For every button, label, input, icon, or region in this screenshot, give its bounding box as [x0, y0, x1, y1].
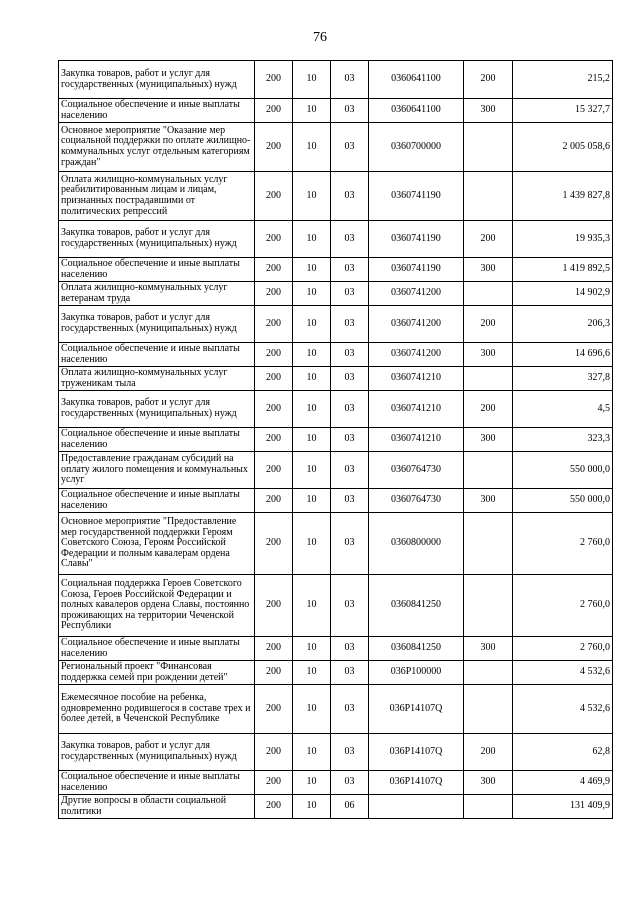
- row-target-article-code: 0360764730: [369, 452, 464, 489]
- row-subsection-code: 03: [331, 734, 369, 771]
- row-target-article-code: [369, 795, 464, 819]
- row-description: Оплата жилищно-коммунальных услуг реабилитированным лицам и лицам, признанных пострадавшими от политических репрессий: [59, 172, 255, 221]
- table-row: [59, 575, 613, 637]
- row-description: Предоставление гражданам субсидий на оплату жилого помещения и коммунальных услуг: [59, 452, 255, 489]
- table-row: [59, 61, 613, 99]
- row-subsection-code: 03: [331, 685, 369, 734]
- row-section-code: 10: [293, 367, 331, 391]
- row-subsection-code: 03: [331, 99, 369, 123]
- row-expense-type-code: 300: [464, 637, 513, 661]
- row-section-code: 10: [293, 221, 331, 258]
- row-subsection-code: 03: [331, 428, 369, 452]
- row-description: Социальное обеспечение и иные выплаты населению: [59, 258, 255, 282]
- row-expense-type-code: 300: [464, 428, 513, 452]
- row-target-article-code: 0360741210: [369, 391, 464, 428]
- table-row: [59, 172, 613, 221]
- row-section-code: 10: [293, 428, 331, 452]
- row-expense-type-code: 200: [464, 734, 513, 771]
- row-expense-type-code: 300: [464, 99, 513, 123]
- table-row: [59, 661, 613, 685]
- row-grbs-code: 200: [255, 391, 293, 428]
- row-subsection-code: 06: [331, 795, 369, 819]
- row-grbs-code: 200: [255, 513, 293, 575]
- row-target-article-code: 0360841250: [369, 637, 464, 661]
- row-section-code: 10: [293, 575, 331, 637]
- row-grbs-code: 200: [255, 258, 293, 282]
- row-grbs-code: 200: [255, 771, 293, 795]
- row-expense-type-code: 200: [464, 391, 513, 428]
- row-section-code: 10: [293, 661, 331, 685]
- row-grbs-code: 200: [255, 306, 293, 343]
- row-subsection-code: 03: [331, 221, 369, 258]
- row-subsection-code: 03: [331, 661, 369, 685]
- row-section-code: 10: [293, 452, 331, 489]
- row-expense-type-code: [464, 685, 513, 734]
- row-grbs-code: 200: [255, 221, 293, 258]
- row-amount: 323,3: [513, 428, 613, 452]
- row-description: Оплата жилищно-коммунальных услуг ветеранам труда: [59, 282, 255, 306]
- row-grbs-code: 200: [255, 637, 293, 661]
- row-section-code: 10: [293, 734, 331, 771]
- row-subsection-code: 03: [331, 61, 369, 99]
- row-target-article-code: 036P100000: [369, 661, 464, 685]
- table-row: [59, 306, 613, 343]
- row-amount: 4 532,6: [513, 685, 613, 734]
- row-subsection-code: 03: [331, 367, 369, 391]
- row-amount: 14 696,6: [513, 343, 613, 367]
- row-target-article-code: 0360741190: [369, 258, 464, 282]
- row-subsection-code: 03: [331, 489, 369, 513]
- row-expense-type-code: [464, 123, 513, 172]
- row-grbs-code: 200: [255, 489, 293, 513]
- table-row: [59, 513, 613, 575]
- row-grbs-code: 200: [255, 452, 293, 489]
- table-row: [59, 795, 613, 819]
- row-section-code: 10: [293, 513, 331, 575]
- row-description: Закупка товаров, работ и услуг для государственных (муниципальных) нужд: [59, 734, 255, 771]
- row-amount: 2 760,0: [513, 513, 613, 575]
- row-expense-type-code: [464, 172, 513, 221]
- row-amount: 4 532,6: [513, 661, 613, 685]
- row-description: Социальное обеспечение и иные выплаты населению: [59, 637, 255, 661]
- row-amount: 2 760,0: [513, 637, 613, 661]
- row-amount: 4,5: [513, 391, 613, 428]
- row-subsection-code: 03: [331, 172, 369, 221]
- row-description: Социальное обеспечение и иные выплаты населению: [59, 428, 255, 452]
- table-row: [59, 637, 613, 661]
- row-amount: 131 409,9: [513, 795, 613, 819]
- row-description: Оплата жилищно-коммунальных услуг труженикам тыла: [59, 367, 255, 391]
- row-amount: 4 469,9: [513, 771, 613, 795]
- row-target-article-code: 0360741190: [369, 221, 464, 258]
- row-amount: 215,2: [513, 61, 613, 99]
- row-target-article-code: 0360641100: [369, 99, 464, 123]
- row-subsection-code: 03: [331, 452, 369, 489]
- row-expense-type-code: 300: [464, 343, 513, 367]
- table-row: [59, 258, 613, 282]
- row-amount: 14 902,9: [513, 282, 613, 306]
- row-target-article-code: 0360800000: [369, 513, 464, 575]
- row-target-article-code: 0360700000: [369, 123, 464, 172]
- row-expense-type-code: [464, 367, 513, 391]
- row-section-code: 10: [293, 123, 331, 172]
- row-section-code: 10: [293, 637, 331, 661]
- table-row: [59, 685, 613, 734]
- row-grbs-code: 200: [255, 795, 293, 819]
- row-amount: 550 000,0: [513, 489, 613, 513]
- table-row: [59, 489, 613, 513]
- row-target-article-code: 036P14107Q: [369, 771, 464, 795]
- page-number: 76: [313, 30, 327, 45]
- table-row: [59, 428, 613, 452]
- row-expense-type-code: 200: [464, 61, 513, 99]
- row-description: Социальная поддержка Героев Советского Союза, Героев Российской Федерации и полных кавалеров ордена Славы, постоянно проживающих на территории Чеченской Республики: [59, 575, 255, 637]
- row-amount: 550 000,0: [513, 452, 613, 489]
- row-description: Другие вопросы в области социальной политики: [59, 795, 255, 819]
- row-subsection-code: 03: [331, 258, 369, 282]
- row-amount: 327,8: [513, 367, 613, 391]
- row-section-code: 10: [293, 61, 331, 99]
- row-subsection-code: 03: [331, 575, 369, 637]
- row-target-article-code: 0360741210: [369, 367, 464, 391]
- row-grbs-code: 200: [255, 661, 293, 685]
- row-description: Закупка товаров, работ и услуг для государственных (муниципальных) нужд: [59, 221, 255, 258]
- row-amount: 62,8: [513, 734, 613, 771]
- row-amount: 206,3: [513, 306, 613, 343]
- row-target-article-code: 036P14107Q: [369, 685, 464, 734]
- table-row: [59, 734, 613, 771]
- row-expense-type-code: 300: [464, 258, 513, 282]
- row-description: Социальное обеспечение и иные выплаты населению: [59, 343, 255, 367]
- row-amount: 15 327,7: [513, 99, 613, 123]
- row-grbs-code: 200: [255, 367, 293, 391]
- row-expense-type-code: 300: [464, 489, 513, 513]
- row-subsection-code: 03: [331, 123, 369, 172]
- row-target-article-code: 036P14107Q: [369, 734, 464, 771]
- row-section-code: 10: [293, 172, 331, 221]
- row-expense-type-code: [464, 452, 513, 489]
- row-amount: 2 760,0: [513, 575, 613, 637]
- row-grbs-code: 200: [255, 61, 293, 99]
- row-target-article-code: 0360741200: [369, 282, 464, 306]
- row-section-code: 10: [293, 489, 331, 513]
- table-row: [59, 282, 613, 306]
- table-row: [59, 452, 613, 489]
- table-row: [59, 391, 613, 428]
- row-grbs-code: 200: [255, 734, 293, 771]
- row-target-article-code: 0360741200: [369, 343, 464, 367]
- row-expense-type-code: 200: [464, 306, 513, 343]
- row-subsection-code: 03: [331, 637, 369, 661]
- row-section-code: 10: [293, 343, 331, 367]
- table-row: [59, 99, 613, 123]
- row-target-article-code: 0360641100: [369, 61, 464, 99]
- row-section-code: 10: [293, 258, 331, 282]
- row-description: Социальное обеспечение и иные выплаты населению: [59, 489, 255, 513]
- row-subsection-code: 03: [331, 306, 369, 343]
- row-expense-type-code: 300: [464, 771, 513, 795]
- row-description: Закупка товаров, работ и услуг для государственных (муниципальных) нужд: [59, 61, 255, 99]
- row-section-code: 10: [293, 771, 331, 795]
- row-description: Региональный проект "Финансовая поддержка семей при рождении детей": [59, 661, 255, 685]
- row-grbs-code: 200: [255, 99, 293, 123]
- row-description: Основное мероприятие "Оказание мер социальной поддержки по оплате жилищно-коммунальных услуг отдельным категориям граждан": [59, 123, 255, 172]
- row-section-code: 10: [293, 99, 331, 123]
- row-grbs-code: 200: [255, 575, 293, 637]
- row-expense-type-code: [464, 282, 513, 306]
- row-grbs-code: 200: [255, 685, 293, 734]
- budget-table-body: [59, 61, 613, 819]
- table-row: [59, 771, 613, 795]
- row-section-code: 10: [293, 306, 331, 343]
- table-row: [59, 123, 613, 172]
- table-row: [59, 343, 613, 367]
- row-section-code: 10: [293, 391, 331, 428]
- row-grbs-code: 200: [255, 172, 293, 221]
- row-subsection-code: 03: [331, 282, 369, 306]
- row-expense-type-code: [464, 575, 513, 637]
- row-target-article-code: 0360741210: [369, 428, 464, 452]
- row-expense-type-code: 200: [464, 221, 513, 258]
- row-target-article-code: 0360841250: [369, 575, 464, 637]
- row-expense-type-code: [464, 513, 513, 575]
- row-amount: 2 005 058,6: [513, 123, 613, 172]
- row-section-code: 10: [293, 282, 331, 306]
- row-target-article-code: 0360741200: [369, 306, 464, 343]
- row-amount: 1 439 827,8: [513, 172, 613, 221]
- budget-table: [58, 60, 613, 819]
- row-target-article-code: 0360741190: [369, 172, 464, 221]
- row-target-article-code: 0360764730: [369, 489, 464, 513]
- row-grbs-code: 200: [255, 282, 293, 306]
- row-amount: 19 935,3: [513, 221, 613, 258]
- row-description: Закупка товаров, работ и услуг для государственных (муниципальных) нужд: [59, 391, 255, 428]
- row-description: Основное мероприятие "Предоставление мер государственной поддержки Героям Советского Союза, Героям Российской Федерации и полным кавалерам ордена Славы": [59, 513, 255, 575]
- row-expense-type-code: [464, 795, 513, 819]
- row-description: Закупка товаров, работ и услуг для государственных (муниципальных) нужд: [59, 306, 255, 343]
- row-subsection-code: 03: [331, 513, 369, 575]
- row-section-code: 10: [293, 685, 331, 734]
- table-row: [59, 367, 613, 391]
- row-subsection-code: 03: [331, 771, 369, 795]
- row-grbs-code: 200: [255, 343, 293, 367]
- row-subsection-code: 03: [331, 343, 369, 367]
- row-subsection-code: 03: [331, 391, 369, 428]
- row-description: Социальное обеспечение и иные выплаты населению: [59, 771, 255, 795]
- table-row: [59, 221, 613, 258]
- row-section-code: 10: [293, 795, 331, 819]
- row-grbs-code: 200: [255, 428, 293, 452]
- row-description: Ежемесячное пособие на ребенка, одновременно родившегося в составе трех и более детей, в Чеченской Республике: [59, 685, 255, 734]
- row-amount: 1 419 892,5: [513, 258, 613, 282]
- row-expense-type-code: [464, 661, 513, 685]
- row-grbs-code: 200: [255, 123, 293, 172]
- row-description: Социальное обеспечение и иные выплаты населению: [59, 99, 255, 123]
